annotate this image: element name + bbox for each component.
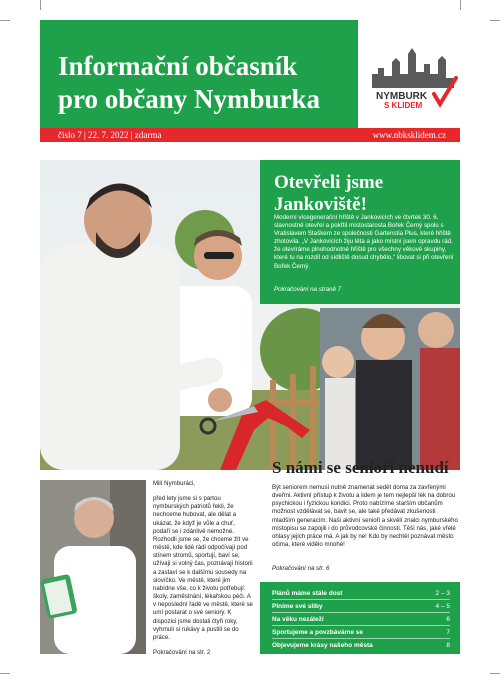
- title-line-1: Informační občasník: [58, 51, 298, 81]
- title-line-2: pro občany Nymburka: [58, 84, 321, 114]
- logo-text-2: S KLIDEM: [384, 101, 423, 110]
- issue-info-bar: [40, 128, 460, 142]
- table-of-contents: [260, 582, 460, 654]
- toc-item-label: Plánů máme stále dost: [272, 590, 343, 597]
- crop-mark: [460, 0, 461, 10]
- lead-continuation[interactable]: Pokračování na straně 7: [274, 286, 342, 293]
- mayor-letter-continuation[interactable]: Pokračování na str. 2: [153, 648, 211, 656]
- lead-article-title: Otevřeli jsme Jankoviště!: [274, 172, 384, 215]
- website-link[interactable]: www.nbksklidem.cz: [372, 130, 446, 140]
- mayor-letter: [153, 480, 253, 664]
- mayor-photo: [40, 480, 146, 654]
- nymburk-s-klidem-logo: [368, 44, 460, 114]
- seniors-article-title: S námi se senioři nenudí: [272, 458, 449, 477]
- newsletter-title: [58, 50, 358, 116]
- crop-mark: [490, 20, 500, 21]
- crop-mark: [0, 673, 10, 674]
- toc-item[interactable]: [272, 640, 450, 651]
- toc-item-page: 4 – 5: [435, 603, 450, 610]
- crop-mark: [0, 20, 10, 21]
- toc-item-label: Na věku nezáleží: [272, 616, 324, 623]
- issue-info: číslo 7 | 22. 7. 2022 | zdarma: [58, 130, 162, 140]
- lead-article-box: [260, 160, 460, 304]
- toc-item-page: 7: [446, 629, 450, 636]
- toc-item[interactable]: [272, 614, 450, 626]
- toc-item-label: Sportujeme a povzbáváme se: [272, 629, 364, 636]
- toc-item[interactable]: [272, 601, 450, 613]
- lead-article-text: Moderní vícegenerační hřiště v Jankovicích ve čtvrtek 30. 6. slavnostně otevřel a pokřtil místostarosta Bořek Černý spolu s Vratislavem Staškem ze společnosti Gartenstia Plus, které hřiště zhotovila. „V Jankovicích žiju léta a jako místní jsem opravdu rád, že otevíráme plnohodnotné hřiště pro všechny věkové skupiny, které tu na rozdíl od sídliště dosud chybělo,“ libovat si při otevření Bořek Černý.: [274, 214, 454, 270]
- seniors-continuation[interactable]: Pokračování na str. 6: [272, 565, 330, 572]
- toc-item-page: 2 – 3: [435, 590, 450, 597]
- seniors-article-text: Být seniorem nemusí nutně znamenat sedět doma za zavřenými dveřmi. Aktivní přístup k životu a lidem je tem nejlepší lék na dobrou psychickou i fyzickou kondici. Proto nabízíme starším občanům možnost vzdělávat se, bavit se, ale také předávat zkušenosti mladším generacím. Naši aktivní senioři a skvělí znalci nymburského místopisu se zapojili i do průvodcovské činnosti. Těší nás, jaké vřelé ohlasy jejich práce má. A jak by ne! Kdo by nechtěl poznávat město očima, které vidělo mnohé!: [272, 484, 458, 549]
- toc-item-label: Plníme své sliby: [272, 603, 323, 610]
- toc-item[interactable]: [272, 588, 450, 600]
- toc-item-page: 6: [446, 616, 450, 623]
- logo-text-1: NYMBURK: [376, 91, 428, 102]
- toc-item-page: 8: [446, 642, 450, 649]
- masthead: [40, 20, 460, 128]
- toc-item-label: Objevujeme krásy našeho města: [272, 642, 373, 649]
- crop-mark: [490, 673, 500, 674]
- toc-item[interactable]: [272, 627, 450, 639]
- mayor-letter-greeting: Milí Nymburáci,: [153, 480, 195, 487]
- mayor-letter-body: před lety jsme si s partou nymburských patriotů řekli, že nechceme hubovat, ale dělat a ukázat, že když je vůle a chuť, podaří se i zdánlivě nemožné. Rozhodli jsme se, že chceme žít ve městě, kde lidé rádi odpočívají pod stínem stromů, sportují, baví se, užívají si volný čas, poznávají historii a zastaví se k dalšímu sousedy na slovíčko. Ve městě, které jim nabídne vše, co k životu potřebují: školy, zaměstnání, lékařskou péči. A v neposlední řadě ve městě, které se umí postarat o své seniory. K dispozici jsme dostali čtyři roky, vyhrnuli si rukávy a pustili se do práce.: [153, 495, 253, 641]
- masthead-green-panel: [40, 20, 358, 128]
- crop-mark: [40, 0, 41, 10]
